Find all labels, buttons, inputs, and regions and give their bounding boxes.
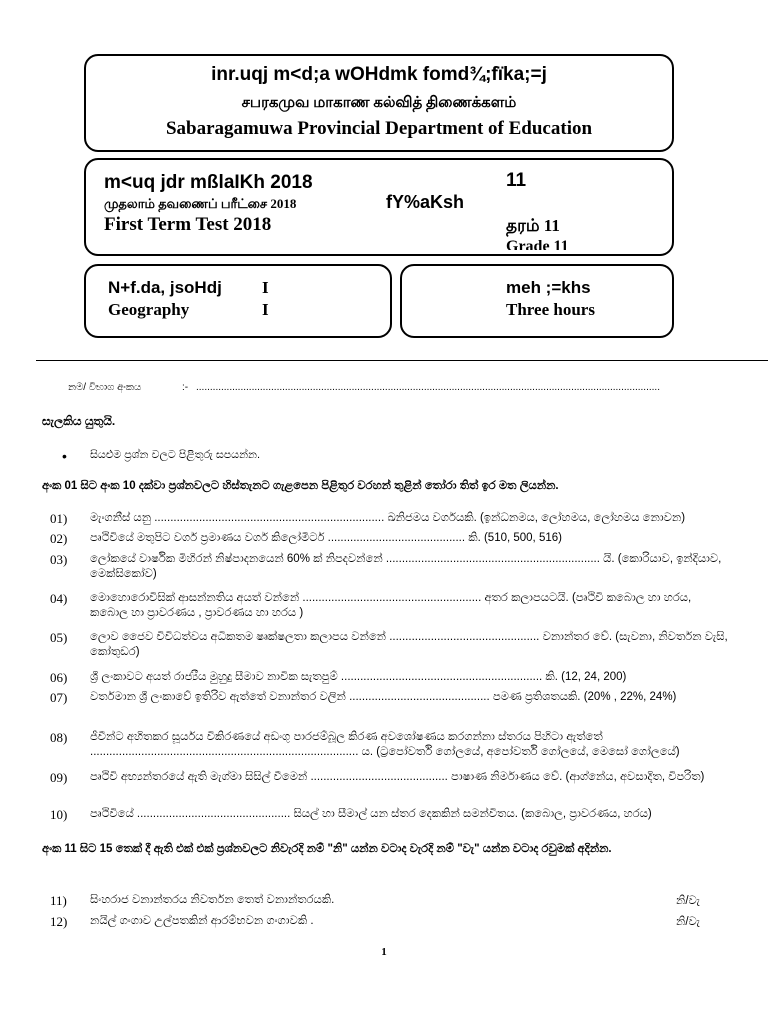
- question-text: මොහොරොවිසික් ආසන්නතිය අයත් වන්නේ ........................................................ අතර කලාපයටයි. (පෘථිවි කබොල හා හරය, කබොල හා ප්‍රාවරණය , ප්‍රාවරණය හා හරය ): [90, 592, 692, 619]
- question-number: 10): [50, 807, 68, 822]
- bullet-icon: •: [62, 448, 67, 464]
- question-text: ලෝකයේ වාර්ෂික මිහිරන් නිෂ්පාදනයෙන් 60% ක් නිපදවන්නේ ................................................................... යි. (කොරියාව, ඉන්දියාව, මෙක්සිකෝව): [90, 553, 722, 580]
- term-title-tamil: முதலாம் தவணைப் பரீட்சை 2018: [104, 196, 297, 211]
- question-number: 01): [50, 511, 68, 526]
- question-number: 04): [50, 591, 68, 606]
- time-english: Three hours: [506, 300, 595, 319]
- question-text: පෘථිවියේ මතුපිට වර්ග ප්‍රමාණය වර්ග කිලෝමීටර් ........................................... කි. (510, 500, 516): [90, 532, 562, 544]
- time-box: [400, 264, 674, 338]
- question-number: 03): [50, 552, 68, 567]
- section1-instruction: අංක 01 සිට අංක 10 දක්වා ප්‍රශ්නවලට හිස්තැනට ගැළපෙන පිළිතුර වරහන් තුළින් තෝරා තිත් ඉර මත ලියන්න.: [42, 480, 559, 492]
- grade-label-tamil: தரம் 11: [506, 216, 560, 235]
- exam-info-box: [84, 158, 674, 256]
- question-number: 07): [50, 690, 68, 705]
- name-line-dots[interactable]: .......................................................................................................................................................................: [196, 382, 660, 393]
- department-title-english: Sabaragamuwa Provincial Department of Education: [165, 118, 593, 139]
- subject-name-sinhala: N+f.da, jsoHdj: [108, 278, 222, 297]
- term-title-sinhala: m<uq jdr mßlaIKh 2018: [104, 172, 313, 193]
- page-number: 1: [381, 946, 387, 958]
- answer-choice-12[interactable]: නි/වැ: [676, 916, 701, 928]
- question-text: ලොව ජෛව විවිධත්වය අධිකතම ෂෘක්ෂලතා කලාපය වන්නේ ............................................... වනාන්තර වේ. (සැවනා, නිවර්තන වැසි, කෝතුඩර): [90, 631, 728, 658]
- paper-number-1: I: [262, 278, 269, 297]
- question-text: නයිල් ගංගාව උල්පතකින් ආරම්භවන ගංගාවකි .: [90, 915, 314, 927]
- name-line-label: නම/ විභාග අංකය: [68, 382, 142, 393]
- grade-label-english-cut: Grade 11: [506, 238, 569, 250]
- answer-choice-11[interactable]: නි/වැ: [676, 895, 701, 907]
- department-title-sinhala: inr.uqj m<d;a wOHdmk fomd¾;fïka;=j: [211, 64, 547, 85]
- question-text: මැංගනීස් යනු ........................................................................ ඛනිජමය වර්ගයකි. (ඉන්ධනමය, ලෝහමය, ලෝහමය නොවන): [90, 512, 686, 524]
- instruction-bullet: සියළුම ප්‍රශ්න වලට පිළිතුරු සපයන්න.: [90, 449, 261, 461]
- subject-box: [84, 264, 392, 338]
- question-number: 12): [50, 914, 68, 929]
- question-number: 11): [50, 893, 67, 908]
- question-text: පෘථිවියේ ................................................ සියල් හා සීමාල් යන ස්තර දෙකකින් සමන්විතය. (කබොල, ප්‍රාවරණය, හරය): [90, 808, 652, 820]
- question-text: ජීවීන්ට අහිතකර සූර්යය විකිරණයේ අඩංගු පාරජම්බූල කිරණ අවශෝෂණය කරගන්නා ස්තරය පිහිටා ඇත්තේ .................................................................................... ය. (ට්‍රපෝවර්ති ගෝලයේ, අපෝවර්ති ගෝලයේ, මෙසෝ ගෝලයේ): [90, 731, 680, 758]
- question-text: ශ්‍රී ලංකාවට අයත් රාජ්‍යීය මුහුදු සීමාව නාවික සැතපුම් ............................................................... කි. (12, 24, 200): [90, 671, 627, 683]
- grade-number: 11: [506, 170, 527, 191]
- section2-instruction: අංක 11 සිට 15 තෙක් දී ඇති එක් එක් ප්‍රශ්නවලට නිවැරදි නම් "නි" යන්න වටාද වැරදි නම් "වැ" යන්න වටාද රවුමක් අදින්න.: [42, 843, 612, 855]
- header-divider: [36, 360, 768, 361]
- header-department-box: [84, 54, 674, 152]
- question-number: 06): [50, 670, 68, 685]
- paper-number-2: I: [262, 300, 269, 319]
- question-text: පෘථිවි අභ්‍යන්තරයේ ඇති මැග්මා සිසිල් වීමෙන් ........................................... පාෂාණ නිර්මාණය වේ. (ආග්නේය, අවසාදිත, විපරිත): [90, 771, 705, 783]
- question-number: 02): [50, 531, 68, 546]
- question-text: සිංහරාජ වනාන්තරය නිවර්තන තෙත් වනාන්තරයකි.: [90, 894, 335, 906]
- name-line-separator: :-: [182, 382, 189, 393]
- question-number: 05): [50, 630, 68, 645]
- department-title-tamil: சபரகமுவ மாகாண கல்வித் திணைக்களம்: [241, 95, 517, 111]
- term-title-english: First Term Test 2018: [104, 214, 272, 235]
- question-number: 08): [50, 730, 68, 745]
- time-sinhala: meh ;=khs: [506, 278, 591, 297]
- question-text: වර්තමාන ශ්‍රී ලංකාවේ ඉතිරිව ඇත්තේ වනාන්තර වලින් ............................................ පමණ ප්‍රතිශතයකි. (20% , 22%, 24%): [90, 691, 677, 703]
- subject-name-english: Geography: [108, 300, 190, 319]
- grade-label-sinhala: fY%aKsh: [386, 192, 465, 212]
- question-number: 09): [50, 770, 68, 785]
- instructions-heading: සැලකිය යුතුයි.: [42, 414, 116, 428]
